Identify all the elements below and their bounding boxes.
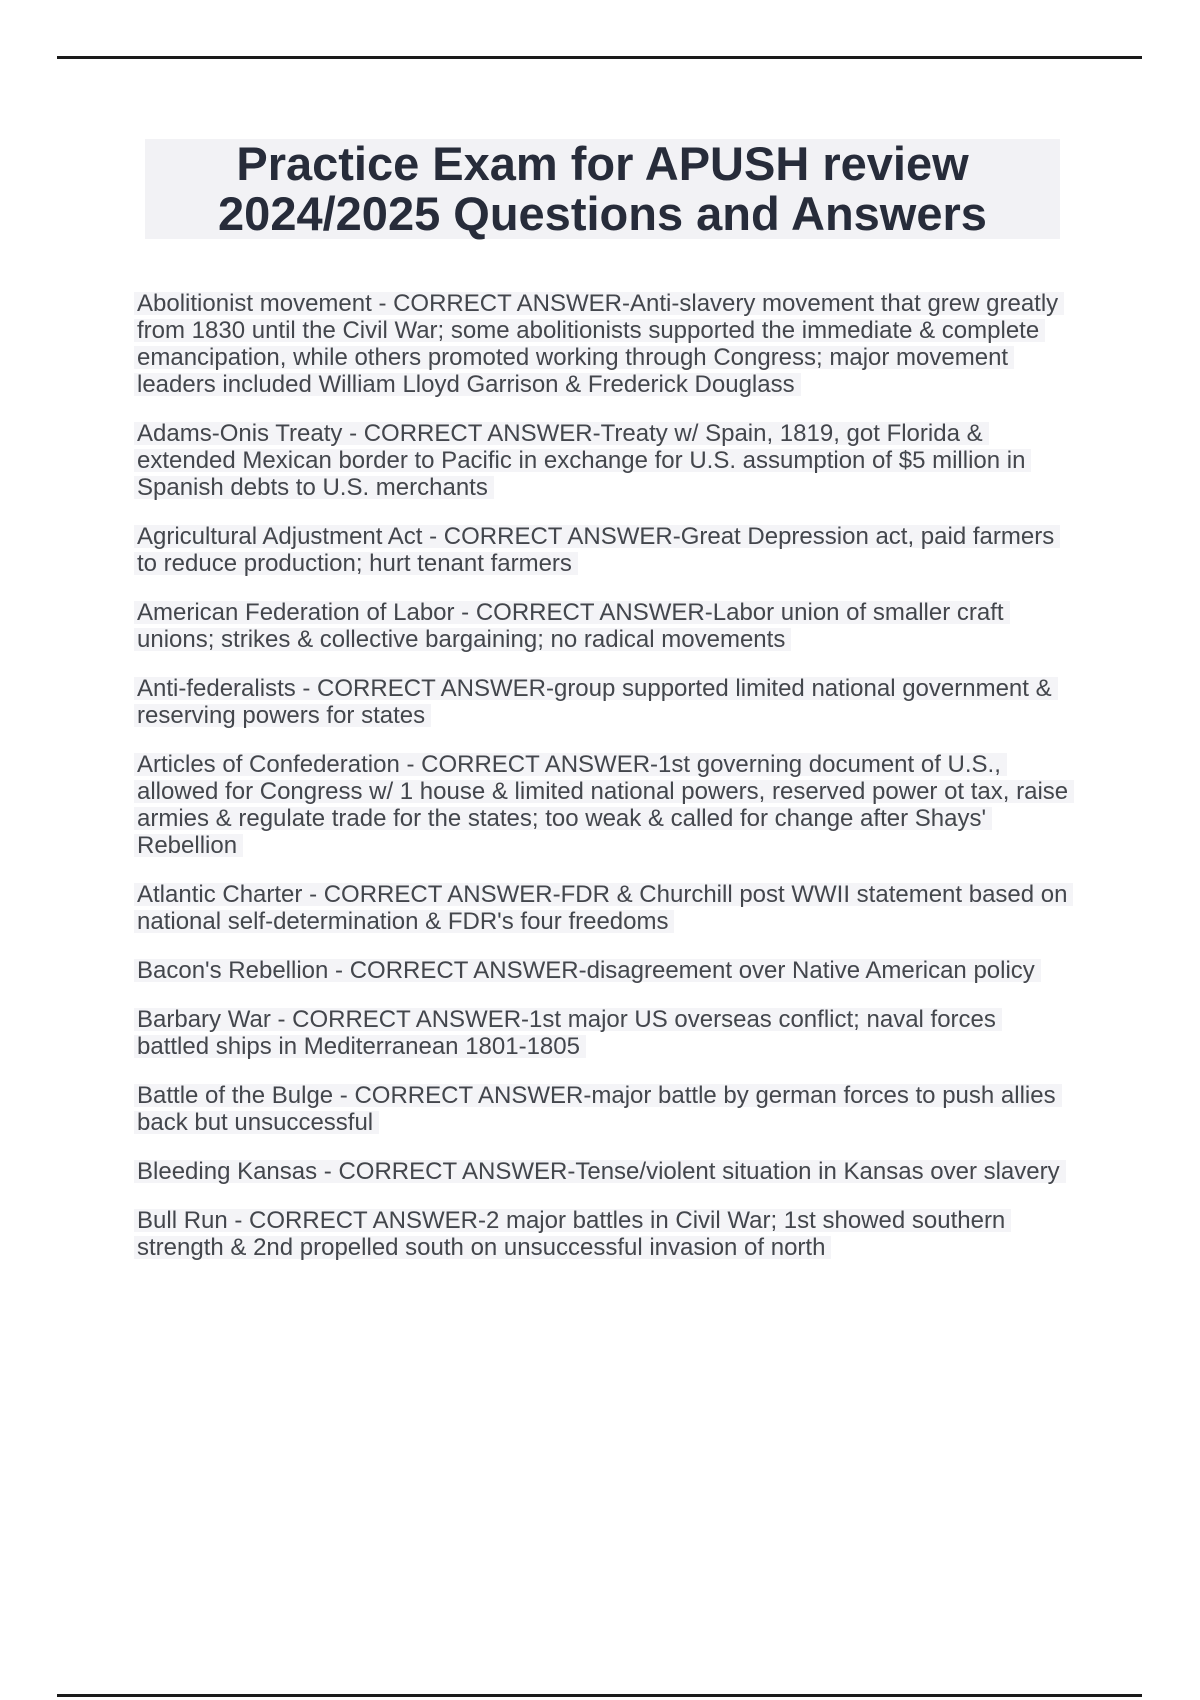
qa-paragraph: [137, 420, 1082, 501]
qa-line: Barbary War - CORRECT ANSWER-1st major US overseas conflict; naval forces: [134, 1006, 1002, 1033]
qa-line: American Federation of Labor - CORRECT ANSWER-Labor union of smaller craft: [134, 599, 1010, 626]
qa-line: Bacon's Rebellion - CORRECT ANSWER-disagreement over Native American policy: [134, 957, 1041, 984]
qa-line: Anti-federalists - CORRECT ANSWER-group supported limited national government &: [134, 675, 1058, 702]
qa-line: unions; strikes & collective bargaining; no radical movements: [134, 626, 791, 653]
qa-paragraph: [137, 599, 1082, 653]
qa-line: extended Mexican border to Pacific in exchange for U.S. assumption of $5 million in: [134, 447, 1031, 474]
qa-line: Bleeding Kansas - CORRECT ANSWER-Tense/violent situation in Kansas over slavery: [134, 1158, 1066, 1185]
qa-line: armies & regulate trade for the states; too weak & called for change after Shays': [134, 805, 992, 832]
qa-line: Spanish debts to U.S. merchants: [134, 474, 494, 501]
qa-line: Adams-Onis Treaty - CORRECT ANSWER-Treaty w/ Spain, 1819, got Florida &: [134, 420, 989, 447]
top-rule: [57, 56, 1142, 59]
qa-line: Atlantic Charter - CORRECT ANSWER-FDR & Churchill post WWII statement based on: [134, 881, 1073, 908]
qa-line: reserving powers for states: [134, 702, 431, 729]
qa-line: Rebellion: [134, 832, 243, 859]
qa-paragraph: [137, 523, 1082, 577]
qa-paragraph: [137, 1006, 1082, 1060]
title-block: [145, 139, 1060, 239]
qa-line: national self-determination & FDR's four freedoms: [134, 908, 674, 935]
qa-paragraph: [137, 675, 1082, 729]
qa-line: Bull Run - CORRECT ANSWER-2 major battles in Civil War; 1st showed southern: [134, 1207, 1011, 1234]
qa-line: Articles of Confederation - CORRECT ANSWER-1st governing document of U.S.,: [134, 751, 1007, 778]
bottom-rule: [57, 1694, 1142, 1697]
qa-line: to reduce production; hurt tenant farmers: [134, 550, 578, 577]
document-body: [137, 290, 1082, 1283]
qa-paragraph: [137, 290, 1082, 398]
qa-paragraph: [137, 1082, 1082, 1136]
qa-line: emancipation, while others promoted working through Congress; major movement: [134, 344, 1014, 371]
qa-line: from 1830 until the Civil War; some abolitionists supported the immediate & complete: [134, 317, 1045, 344]
qa-line: Battle of the Bulge - CORRECT ANSWER-major battle by german forces to push allies: [134, 1082, 1062, 1109]
qa-line: allowed for Congress w/ 1 house & limited national powers, reserved power ot tax, raise: [134, 778, 1074, 805]
qa-paragraph: [137, 1207, 1082, 1261]
qa-paragraph: [137, 881, 1082, 935]
page-title-line-1: Practice Exam for APUSH review: [236, 137, 969, 190]
page-title-line-2: 2024/2025 Questions and Answers: [218, 187, 987, 240]
qa-line: Agricultural Adjustment Act - CORRECT ANSWER-Great Depression act, paid farmers: [134, 523, 1060, 550]
qa-line: Abolitionist movement - CORRECT ANSWER-Anti-slavery movement that grew greatly: [134, 290, 1064, 317]
qa-line: leaders included William Lloyd Garrison & Frederick Douglass: [134, 371, 801, 398]
qa-paragraph: [137, 751, 1082, 859]
qa-line: strength & 2nd propelled south on unsuccessful invasion of north: [134, 1234, 831, 1261]
qa-line: battled ships in Mediterranean 1801-1805: [134, 1033, 586, 1060]
qa-line: back but unsuccessful: [134, 1109, 379, 1136]
qa-paragraph: [137, 1158, 1082, 1185]
qa-paragraph: [137, 957, 1082, 984]
